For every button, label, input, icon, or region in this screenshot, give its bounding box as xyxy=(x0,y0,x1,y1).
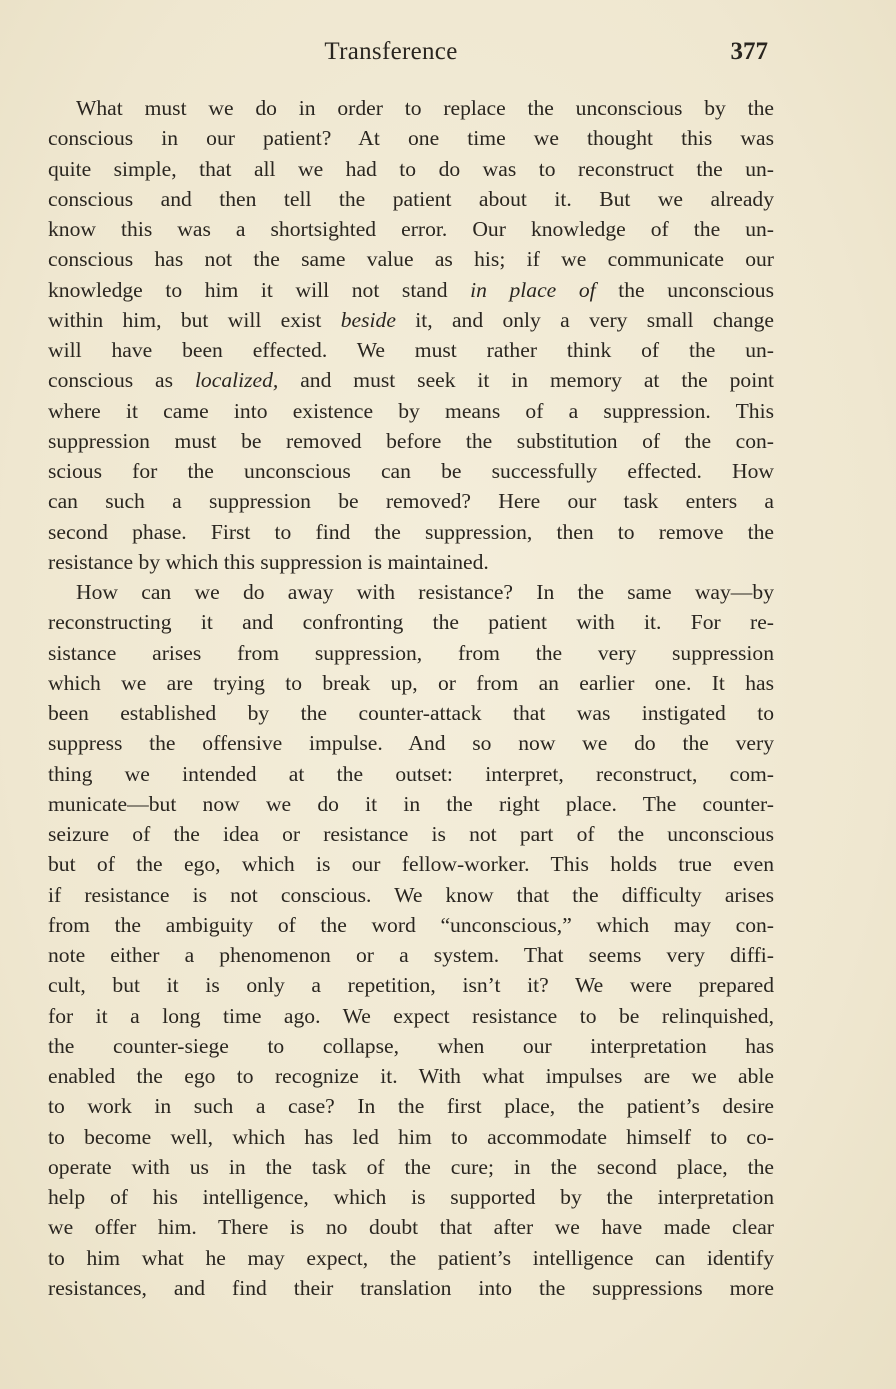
text-run: but of the ego, which is our fellow-worker. This holds true even xyxy=(48,852,774,877)
text-line xyxy=(48,1091,774,1121)
text-line xyxy=(48,1031,774,1061)
text-run: How can we do away with resistance? In the same way—by xyxy=(76,580,774,604)
text-run: note either a phenomenon or a system. That seems very diffi- xyxy=(48,943,774,967)
italic-text: beside xyxy=(340,307,396,332)
text-line xyxy=(48,970,774,1000)
text-line xyxy=(48,849,774,879)
text-run: been established by the counter-attack that was instigated to xyxy=(48,701,774,725)
text-run: to become well, which has led him to accommodate himself to co- xyxy=(48,1124,774,1149)
text-line xyxy=(48,789,774,819)
text-run: if resistance is not conscious. We know that the difficulty arises xyxy=(48,882,774,907)
text-run: second phase. First to find the suppression, then to remove the xyxy=(48,519,774,544)
text-run: quite simple, that all we had to do was to reconstruct the un- xyxy=(48,156,774,181)
text-run: resistances, and find their translation into the suppressions more xyxy=(48,1275,774,1300)
text-line xyxy=(48,486,774,516)
text-line xyxy=(48,910,774,940)
text-run: the counter-siege to collapse, when our interpretation has xyxy=(48,1033,774,1058)
text-line xyxy=(48,335,774,365)
text-run: help of his intelligence, which is supported by the interpretation xyxy=(48,1185,774,1209)
text-line xyxy=(48,154,774,184)
text-line xyxy=(48,1001,774,1031)
text-line xyxy=(48,365,774,395)
text-line xyxy=(48,275,774,305)
text-run: the unconscious xyxy=(595,277,774,302)
text-line xyxy=(48,880,774,910)
text-run: for it a long time ago. We expect resistance to be relinquished, xyxy=(48,1003,774,1028)
paragraph xyxy=(48,93,774,577)
text-line xyxy=(48,456,774,486)
text-run: to work in such a case? In the first place, the patient’s desire xyxy=(48,1094,774,1119)
text-run: conscious as xyxy=(48,368,195,393)
text-line xyxy=(48,698,774,728)
italic-text: in place of xyxy=(470,277,596,302)
text-run: suppress the offensive impulse. And so now we do the very xyxy=(48,731,774,756)
text-line xyxy=(48,607,774,637)
text-line xyxy=(48,577,774,607)
text-run: to him what he may expect, the patient’s intelligence can identify xyxy=(48,1245,774,1270)
italic-text: localized, xyxy=(194,368,279,393)
text-line xyxy=(48,244,774,274)
text-line xyxy=(48,940,774,970)
text-line xyxy=(48,1061,774,1091)
text-run: reconstructing it and confronting the patient with it. For re- xyxy=(48,610,774,635)
text-run: know this was a shortsighted error. Our knowledge of the un- xyxy=(48,217,774,241)
text-line xyxy=(48,1273,774,1303)
text-run: scious for the unconscious can be successfully effected. How xyxy=(48,459,774,483)
running-head xyxy=(0,38,896,70)
text-line xyxy=(48,184,774,214)
text-run: it, and only a very small change xyxy=(395,307,775,332)
body-text xyxy=(48,93,774,1303)
text-run: from the ambiguity of the word “unconscious,” which may con- xyxy=(48,912,774,937)
text-run: municate—but now we do it in the right place. The counter- xyxy=(48,791,774,816)
text-run: sistance arises from suppression, from the very suppression xyxy=(48,640,774,665)
chapter-title: Transference xyxy=(324,38,458,65)
text-line xyxy=(48,517,774,547)
text-run: enabled the ego to recognize it. With what impulses are we able xyxy=(48,1064,774,1088)
text-run: conscious and then tell the patient about it. But we already xyxy=(48,186,774,211)
text-line xyxy=(48,1212,774,1242)
text-line xyxy=(48,638,774,668)
text-run: where it came into existence by means of a suppression. This xyxy=(48,398,774,423)
text-line xyxy=(48,759,774,789)
text-line xyxy=(48,123,774,153)
text-run: within him, but will exist xyxy=(48,307,341,332)
text-run: seizure of the idea or resistance is not part of the unconscious xyxy=(48,822,774,846)
text-run: operate with us in the task of the cure; in the second place, the xyxy=(48,1154,774,1179)
text-run: and must seek it in memory at the point xyxy=(278,368,774,393)
text-line xyxy=(48,728,774,758)
text-run: thing we intended at the outset: interpret, reconstruct, com- xyxy=(48,761,774,786)
text-line xyxy=(48,93,774,123)
text-line xyxy=(48,305,774,335)
text-line xyxy=(48,1243,774,1273)
text-line xyxy=(48,1152,774,1182)
text-line xyxy=(48,1122,774,1152)
text-run: we offer him. There is no doubt that after we have made clear xyxy=(48,1215,774,1240)
text-run: which we are trying to break up, or from an earlier one. It has xyxy=(48,670,774,695)
text-line xyxy=(48,668,774,698)
text-run: suppression must be removed before the substitution of the con- xyxy=(48,428,774,453)
text-line xyxy=(48,396,774,426)
text-run: What must we do in order to replace the unconscious by the xyxy=(76,96,774,120)
text-run: resistance by which this suppression is maintained. xyxy=(48,549,489,574)
text-run: conscious has not the same value as his; if we communicate our xyxy=(48,247,774,272)
text-line xyxy=(48,819,774,849)
text-line xyxy=(48,547,774,577)
text-line xyxy=(48,426,774,456)
paragraph xyxy=(48,577,774,1303)
text-run: can such a suppression be removed? Here our task enters a xyxy=(48,489,774,514)
page-number: 377 xyxy=(730,38,768,65)
text-line xyxy=(48,1182,774,1212)
text-run: will have been effected. We must rather think of the un- xyxy=(48,338,774,362)
text-run: cult, but it is only a repetition, isn’t it? We were prepared xyxy=(48,973,774,998)
text-run: knowledge to him it will not stand xyxy=(48,277,471,302)
text-line xyxy=(48,214,774,244)
text-run: conscious in our patient? At one time we thought this was xyxy=(48,126,774,151)
